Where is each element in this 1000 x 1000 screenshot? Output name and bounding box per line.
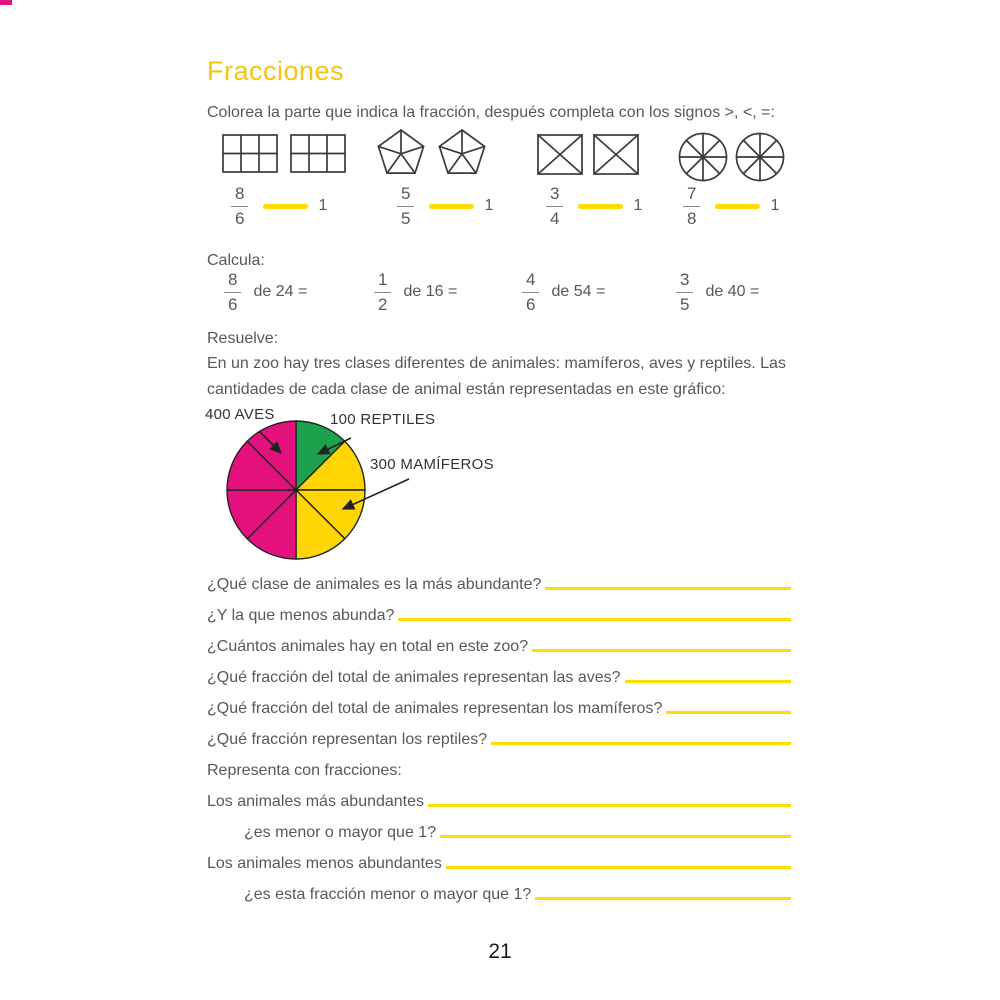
answer-line — [428, 804, 791, 807]
fraction: $\frac{4}{6}$ — [522, 271, 539, 314]
question-text: ¿es esta fracción menor o mayor que 1? — [244, 886, 532, 903]
fraction: $\frac{3}{5}$ — [676, 271, 693, 314]
compare-value: 1 — [770, 197, 780, 215]
question-text: ¿Y la que menos abunda? — [207, 607, 395, 624]
rect-grid-shape — [222, 134, 278, 173]
answer-line — [446, 866, 791, 869]
question-row — [207, 563, 791, 594]
question-row — [207, 749, 791, 780]
answer-line — [666, 711, 791, 714]
circle-eighths-shape — [735, 132, 785, 182]
rect-grid-shape — [290, 134, 346, 173]
question-row — [207, 687, 791, 718]
question-text: ¿Cuántos animales hay en total en este zoo? — [207, 638, 529, 655]
question-row — [207, 842, 791, 873]
question-row — [207, 780, 791, 811]
resuelve-heading: Resuelve: — [207, 330, 279, 347]
compare-value: 1 — [318, 197, 328, 215]
answer-line — [625, 680, 791, 683]
instruction-colorea: Colorea la parte que indica la fracción, después completa con los signos >, <, =: — [207, 104, 775, 121]
answer-line — [715, 204, 760, 209]
aves-label: 400 AVES — [205, 406, 275, 423]
page-title: Fracciones — [207, 56, 345, 86]
page-corner-decoration — [0, 0, 12, 5]
mamiferos-label: 300 MAMÍFEROS — [370, 456, 494, 473]
question-row — [207, 625, 791, 656]
question-text: ¿es menor o mayor que 1? — [244, 824, 437, 841]
operation-text: de 24 = — [253, 283, 308, 301]
answer-line — [398, 618, 791, 621]
fraction: $\frac{5}{5}$ — [397, 185, 414, 228]
compare-exercise — [231, 185, 327, 228]
square-x-shape — [537, 134, 583, 175]
circle-eighths-shape — [678, 132, 728, 182]
question-text: ¿Qué fracción del total de animales representan los mamíferos? — [207, 700, 663, 717]
problem-text-line: En un zoo hay tres clases diferentes de animales: mamíferos, aves y reptiles. Las — [207, 355, 786, 372]
compare-exercise — [397, 185, 493, 228]
question-text: Representa con fracciones: — [207, 762, 402, 779]
operation-text: de 54 = — [551, 283, 606, 301]
problem-text-line: cantidades de cada clase de animal están representadas en este gráfico: — [207, 381, 726, 398]
questions-block — [207, 563, 791, 904]
answer-line — [263, 204, 308, 209]
question-row — [207, 594, 791, 625]
square-x-shape — [593, 134, 639, 175]
question-text: ¿Qué fracción del total de animales representan las aves? — [207, 669, 621, 686]
question-text: Los animales menos abundantes — [207, 855, 442, 872]
compare-exercise — [683, 185, 779, 228]
fraction: $\frac{8}{6}$ — [224, 271, 241, 314]
fraction: $\frac{8}{6}$ — [231, 185, 248, 228]
pie-svg-canvas — [195, 404, 555, 576]
answer-line — [491, 742, 791, 745]
answer-line — [429, 204, 474, 209]
answer-line — [440, 835, 791, 838]
compare-value: 1 — [633, 197, 643, 215]
question-row — [207, 873, 791, 904]
operation-text: de 16 = — [403, 283, 458, 301]
question-row — [207, 718, 791, 749]
question-text: ¿Qué fracción representan los reptiles? — [207, 731, 488, 748]
page-number: 21 — [488, 940, 512, 963]
question-text: ¿Qué clase de animales es la más abundante? — [207, 576, 542, 593]
operation-text: de 40 = — [705, 283, 760, 301]
compare-exercise — [546, 185, 642, 228]
compare-value: 1 — [484, 197, 494, 215]
calcula-item — [224, 271, 307, 314]
fraction: $\frac{7}{8}$ — [683, 185, 700, 228]
question-row — [207, 811, 791, 842]
calcula-item — [374, 271, 457, 314]
pentagon-shape — [438, 129, 486, 175]
pentagon-shape — [377, 129, 425, 175]
calcula-item — [522, 271, 605, 314]
calcula-item — [676, 271, 759, 314]
zoo-pie-chart — [195, 404, 555, 576]
answer-line — [545, 587, 791, 590]
answer-line — [578, 204, 623, 209]
fraction: $\frac{1}{2}$ — [374, 271, 391, 314]
question-row — [207, 656, 791, 687]
fraction: $\frac{3}{4}$ — [546, 185, 563, 228]
answer-line — [535, 897, 791, 900]
reptiles-label: 100 REPTILES — [330, 411, 436, 428]
calcula-heading: Calcula: — [207, 252, 265, 269]
answer-line — [532, 649, 791, 652]
question-text: Los animales más abundantes — [207, 793, 425, 810]
